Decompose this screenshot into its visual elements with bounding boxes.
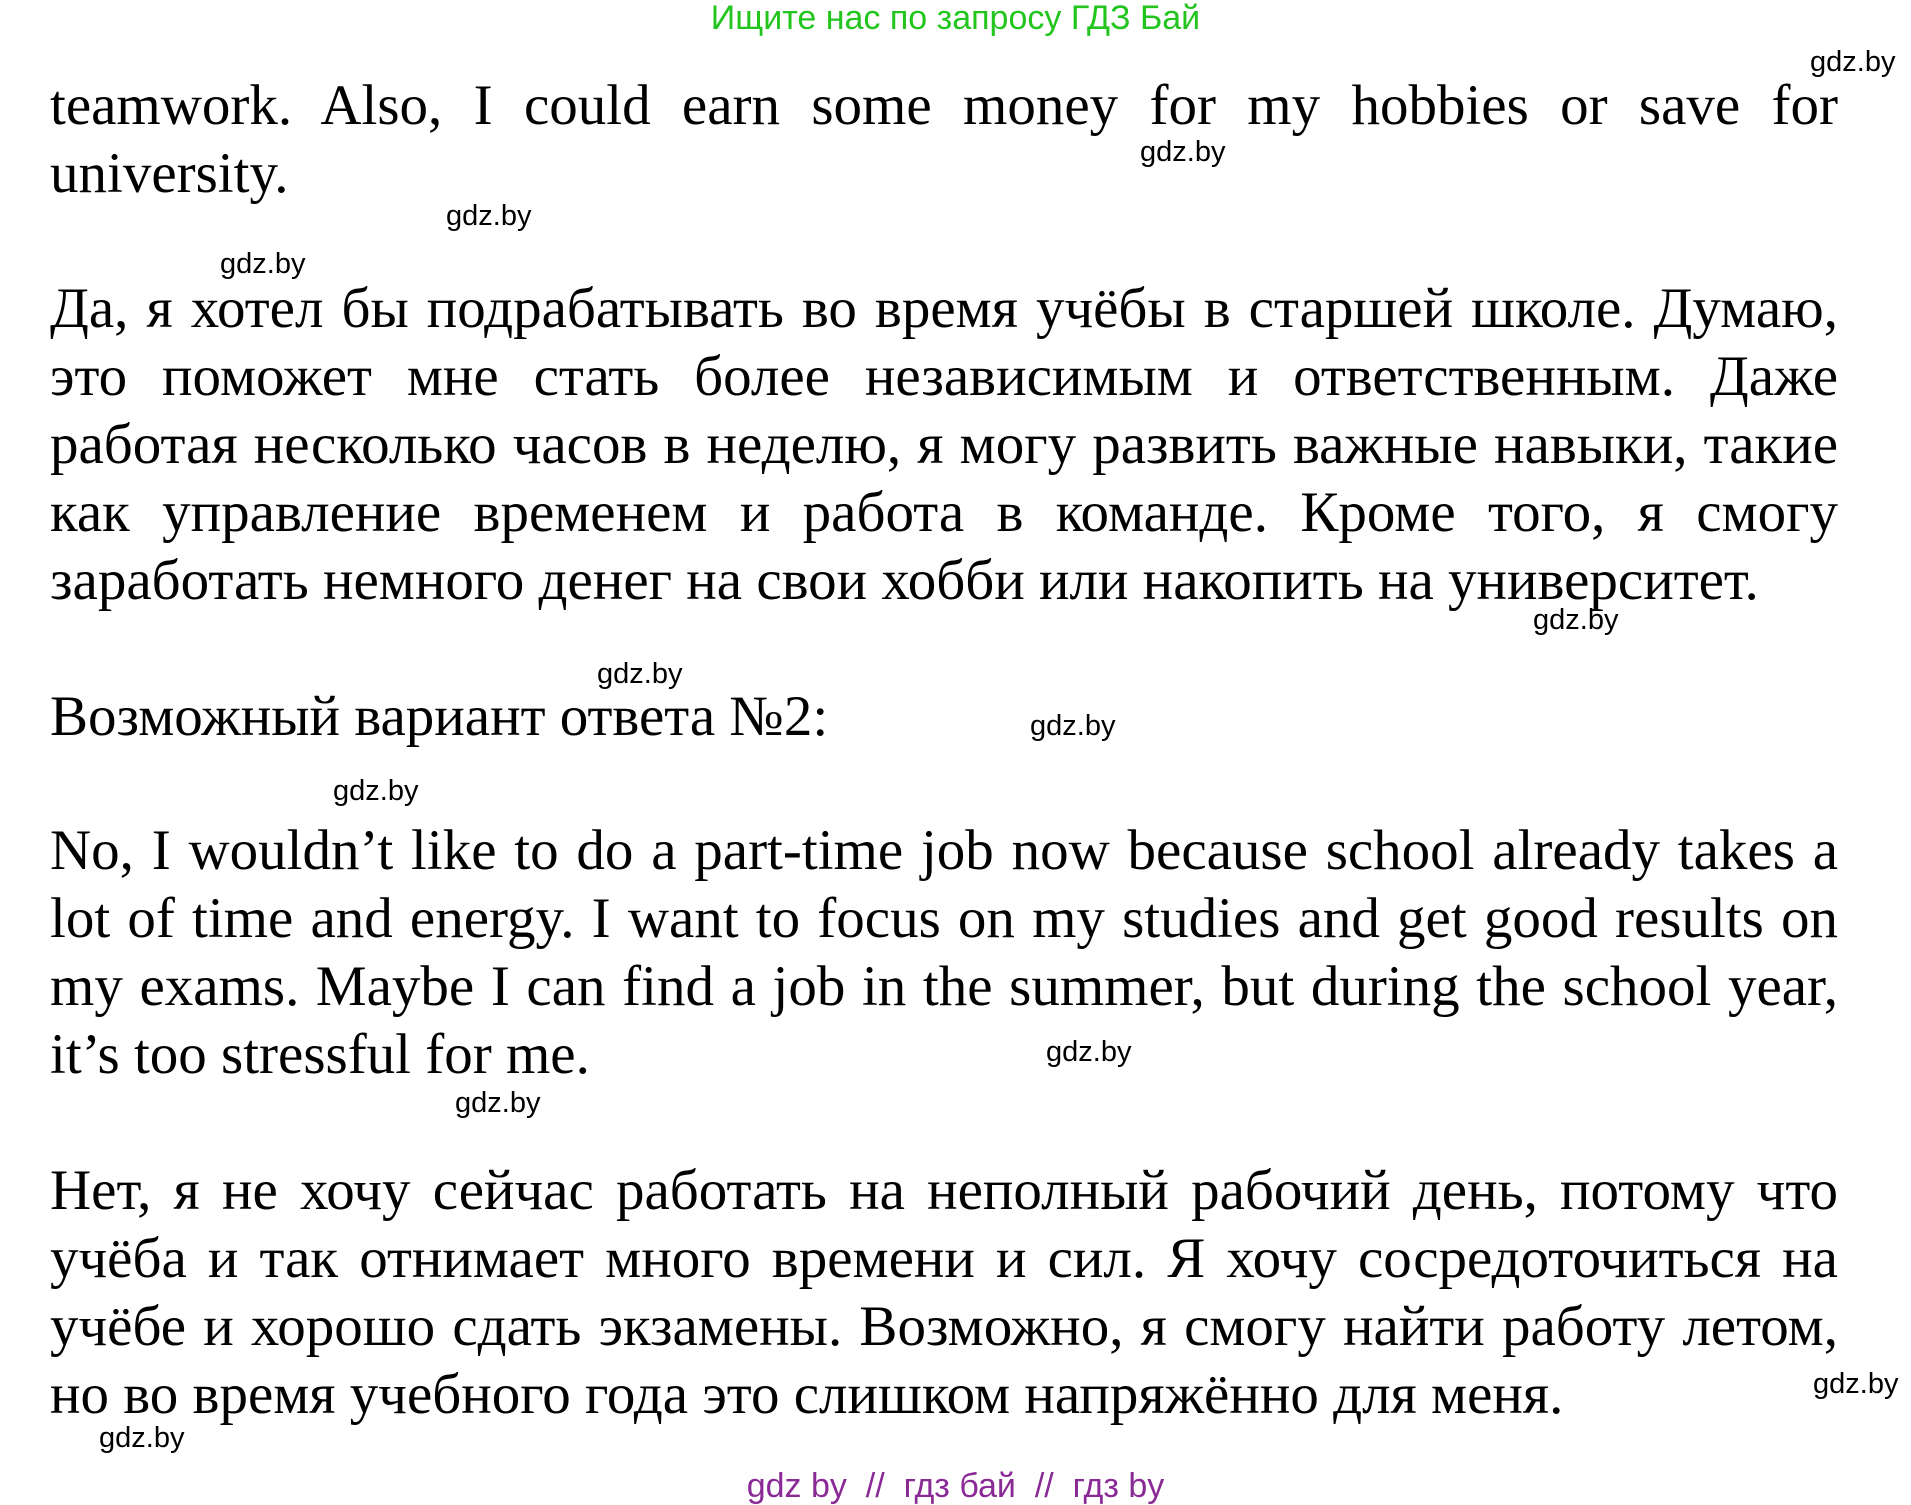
paragraph-russian-answer-2: Нет, я не хочу сейчас работать на неполный рабочий день, потому что учёба и так отнимает много времени и сил. Я хочу сосредоточиться на учёбе и хорошо сдать экзамены. Возможно, я смогу найти работу летом, но во время учебного года это слишком напряжённо для меня.	[50, 1159, 1838, 1426]
header-banner: Ищите нас по запросу ГДЗ Бай	[710, 0, 1201, 37]
watermark: gdz.by	[597, 658, 683, 690]
section-heading: Возможный вариант ответа №2:	[50, 685, 829, 748]
watermark: gdz.by	[1030, 710, 1116, 742]
paragraph-russian-answer-1: Да, я хотел бы подрабатывать во время учёбы в старшей школе. Думаю, это поможет мне стать более независимым и ответственным. Даже работая несколько часов в неделю, я могу развить важные навыки, такие как управление временем и работа в команде. Кроме того, я смогу заработать немного денег на свои хобби или накопить на университет.	[50, 277, 1838, 612]
watermark: gdz.by	[220, 248, 306, 280]
footer-banner: gdz by // гдз бай // гдз by	[746, 1467, 1165, 1505]
watermark: gdz.by	[1533, 604, 1619, 636]
watermark: gdz.by	[333, 775, 419, 807]
watermark: gdz.by	[1140, 136, 1226, 168]
watermark: gdz.by	[1810, 46, 1896, 78]
watermark: gdz.by	[446, 200, 532, 232]
watermark: gdz.by	[1046, 1036, 1132, 1068]
watermark: gdz.by	[455, 1087, 541, 1119]
paragraph-english-answer-2: No, I wouldn’t like to do a part-time job now because school already takes a lot of time and energy. I want to focus on my studies and get good results on my exams. Maybe I can find a job in the summer, but during the school year, it’s too stressful for me.	[50, 819, 1838, 1086]
paragraph-english-answer-1: teamwork. Also, I could earn some money for my hobbies or save for university.	[50, 74, 1838, 205]
watermark: gdz.by	[99, 1422, 185, 1454]
watermark: gdz.by	[1813, 1368, 1899, 1400]
